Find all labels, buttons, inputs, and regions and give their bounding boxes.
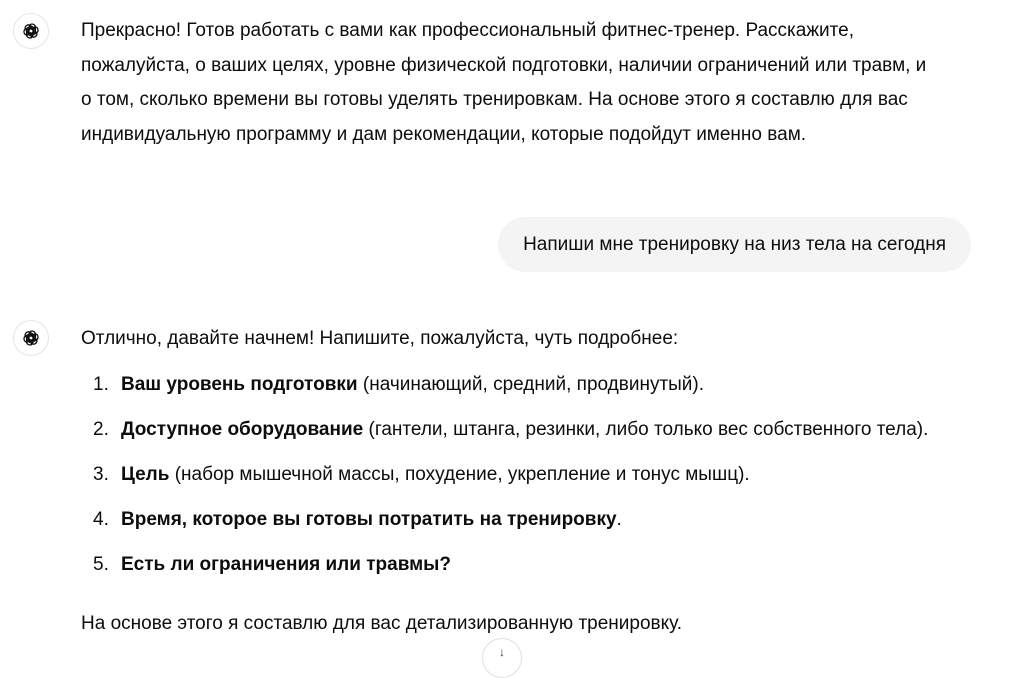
- scroll-to-bottom-button[interactable]: [482, 638, 522, 678]
- list-item: [81, 407, 981, 452]
- list-item-number: 3.: [93, 464, 109, 485]
- openai-logo-icon: [20, 327, 42, 349]
- assistant-message-1-text: [81, 14, 981, 152]
- list-item-bold: Время, которое вы готовы потратить на тренировку: [121, 509, 617, 530]
- message-intro: Отлично, давайте начнем! Напишите, пожалуйста, чуть подробнее:: [81, 328, 679, 349]
- user-message-bubble: [498, 217, 971, 272]
- list-item-bold: Доступное оборудование: [121, 419, 364, 440]
- message-line: о том, сколько времени вы готовы уделять тренировкам. На основе этого я составлю для вас: [81, 89, 908, 110]
- list-item-number: 1.: [93, 374, 109, 395]
- list-item-bold: Цель: [121, 464, 170, 485]
- list-item-rest: (набор мышечной массы, похудение, укрепление и тонус мышц).: [169, 464, 750, 485]
- list-item-rest: (гантели, штанга, резинки, либо только вес собственного тела).: [363, 419, 929, 440]
- user-message-text: Напиши мне тренировку на низ тела на сегодня: [523, 233, 946, 255]
- message-line: Прекрасно! Готов работать с вами как профессиональный фитнес-тренер. Расскажите,: [81, 20, 855, 41]
- list-item-bold: Ваш уровень подготовки: [121, 374, 358, 395]
- list-item: [81, 452, 981, 497]
- assistant-message-2-text: [81, 322, 981, 642]
- list-item-number: 4.: [93, 509, 109, 530]
- list-item: [81, 542, 981, 587]
- list-item-rest: (начинающий, средний, продвинутый).: [357, 374, 705, 395]
- assistant-avatar: [13, 320, 49, 356]
- list-item: [81, 497, 981, 542]
- list-item-number: 2.: [93, 419, 109, 440]
- list-item: [81, 362, 981, 407]
- openai-logo-icon: [20, 20, 42, 42]
- arrow-down-icon: ↓: [499, 645, 505, 659]
- list-item-number: 5.: [93, 554, 109, 575]
- message-line: индивидуальную программу и дам рекомендации, которые подойдут именно вам.: [81, 123, 807, 145]
- assistant-avatar: [13, 13, 49, 49]
- message-outro: На основе этого я составлю для вас детализированную тренировку.: [81, 613, 683, 634]
- list-item-bold: Есть ли ограничения или травмы?: [121, 554, 452, 575]
- message-line: пожалуйста, о ваших целях, уровне физической подготовки, наличии ограничений или травм, и: [81, 54, 927, 76]
- requirements-list: [81, 362, 981, 587]
- list-item-rest: .: [616, 509, 622, 530]
